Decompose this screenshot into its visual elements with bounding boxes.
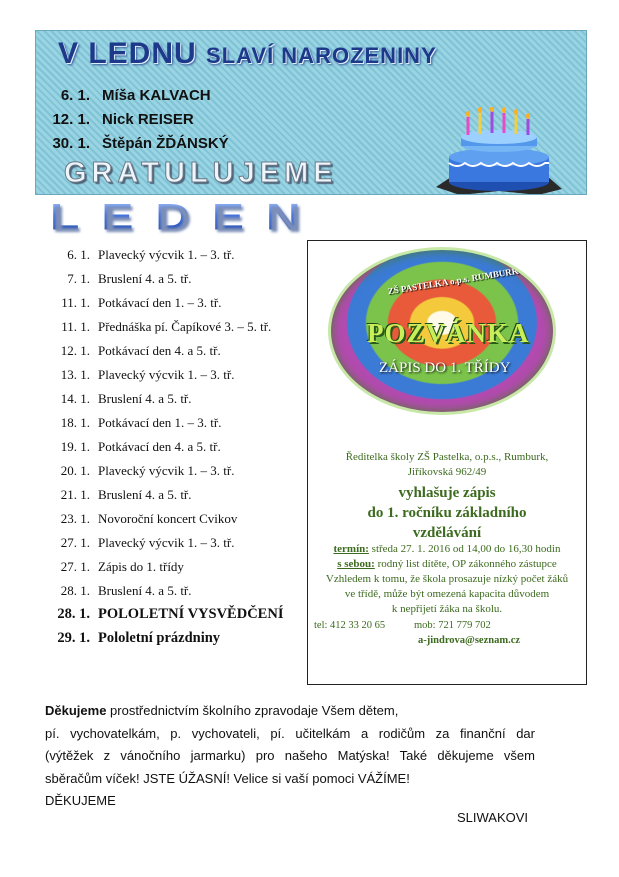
banner-title-part1: V LEDNU (58, 37, 197, 70)
invitation-pencils-image (328, 247, 556, 415)
event-date: 18. 1. (60, 415, 90, 430)
month-heading (50, 196, 323, 239)
thanks-line: sběračům víček! JSTE ÚŽASNÍ! Velice si vaší pomoci VÁŽÍME! (45, 770, 410, 786)
event-date: 29. 1. (57, 630, 90, 646)
invitation-tel: tel: 412 33 20 65 (314, 620, 386, 631)
event-date: 21. 1. (60, 487, 90, 502)
signature: SLIWAKOVI (457, 810, 529, 825)
event-date: 13. 1. (60, 367, 90, 382)
event-date: 20. 1. (60, 463, 90, 478)
birthday-cake-icon (434, 107, 564, 195)
event-name: Bruslení 4. a 5. tř. (98, 487, 192, 502)
invitation-email[interactable]: a-jindrova@seznam.cz (418, 635, 521, 646)
birthday-name: Míša KALVACH (102, 87, 211, 104)
event-date: 7. 1. (67, 271, 90, 286)
birthday-date: 30. 1. (52, 135, 90, 152)
month-heading-text: LEDEN (50, 196, 323, 239)
event-date: 12. 1. (60, 343, 90, 358)
term-label: termín: (333, 543, 369, 555)
invitation-note: k nepřijetí žáka na školu. (391, 603, 503, 615)
event-name: Potkávací den 4. a 5. tř. (98, 439, 221, 454)
thanks-line: pí. vychovatelkám, p. vychovateli, pí. učitelkám a rodičům za finanční dar (45, 725, 535, 741)
event-date: 27. 1. (60, 535, 90, 550)
birthday-row (46, 135, 229, 152)
event-name: Plavecký výcvik 1. – 3. tř. (98, 535, 235, 550)
event-date: 28. 1. (60, 583, 90, 598)
event-name: Přednáška pí. Čapíkové 3. – 5. tř. (98, 319, 272, 334)
invitation-line: Jiříkovská 962/49 (407, 466, 487, 478)
birthday-name: Nick REISER (102, 111, 194, 128)
thanks-line (45, 700, 535, 723)
school-arc-label: ZŠ PASTELKA o.p.s. RUMBURK (387, 265, 520, 297)
event-name: Plavecký výcvik 1. – 3. tř. (98, 247, 235, 262)
invitation-note: ve třídě, může být omezená kapacita důvodem (344, 588, 550, 600)
thanks-bold-word: Děkujeme (45, 703, 107, 718)
event-date: 11. 1. (61, 319, 90, 334)
invitation-title: POZVÁNKA (367, 318, 530, 348)
event-name: Bruslení 4. a 5. tř. (98, 391, 192, 406)
event-name: Plavecký výcvik 1. – 3. tř. (98, 463, 235, 478)
invitation-term (308, 543, 586, 555)
event-name: Potkávací den 4. a 5. tř. (98, 343, 221, 358)
banner-title-part2: SLAVÍ NAROZENINY (206, 43, 437, 68)
thanks-line: (výtěžek z vánočního jarmarku) pro našeho Matýska! Také děkujeme všem (45, 748, 535, 764)
event-name: Plavecký výcvik 1. – 3. tř. (98, 367, 235, 382)
birthday-date: 12. 1. (52, 111, 90, 128)
event-date: 27. 1. (60, 559, 90, 574)
event-date: 23. 1. (60, 511, 90, 526)
event-date: 28. 1. (57, 606, 90, 622)
thanks-line1-rest: prostřednictvím školního zpravodaje Všem dětem, (106, 703, 399, 718)
event-name: Pololetní prázdniny (98, 630, 221, 646)
banner-title (58, 37, 437, 71)
thanks-paragraph (45, 700, 535, 813)
event-name: Bruslení 4. a 5. tř. (98, 583, 192, 598)
invitation-subtitle: ZÁPIS DO 1. TŘÍDY (379, 360, 511, 376)
invitation-announce: vzdělávání (412, 525, 482, 541)
gratulujeme-heading: GRATULUJEME (64, 157, 338, 189)
invitation-announce: vyhlašuje zápis (398, 485, 496, 501)
invitation-mob: mob: 721 779 702 (414, 620, 491, 631)
event-name: Bruslení 4. a 5. tř. (98, 271, 192, 286)
birthday-banner (35, 30, 587, 195)
event-date: 6. 1. (67, 247, 90, 262)
bring-label: s sebou: (337, 558, 375, 570)
event-date: 19. 1. (60, 439, 90, 454)
birthday-name: Štěpán ŽĎÁNSKÝ (102, 135, 229, 152)
birthday-date: 6. 1. (60, 87, 90, 104)
bring-value: rodný list dítěte, OP zákonného zástupce (377, 558, 557, 570)
thanks-line: DĚKUJEME (45, 793, 116, 809)
event-date: 11. 1. (61, 295, 90, 310)
invitation-note: Vzhledem k tomu, že škola prosazuje nízký počet žáků (325, 573, 569, 585)
invitation-line: Ředitelka školy ZŠ Pastelka, o.p.s., Rumburk, (345, 451, 549, 463)
invitation-announce: do 1. ročníku základního (367, 505, 527, 521)
birthday-row (46, 87, 211, 104)
birthday-row (46, 111, 194, 128)
invitation-bring (308, 558, 586, 570)
event-name: Novoroční koncert Cvikov (98, 511, 238, 526)
event-name: Potkávací den 1. – 3. tř. (98, 415, 222, 430)
event-name: POLOLETNÍ VYSVĚDČENÍ (98, 606, 284, 622)
event-date: 14. 1. (60, 391, 90, 406)
event-name: Potkávací den 1. – 3. tř. (98, 295, 222, 310)
event-name: Zápis do 1. třídy (98, 559, 184, 574)
enrollment-invitation (307, 240, 587, 685)
term-value: středa 27. 1. 2016 od 14,00 do 16,30 hodin (371, 543, 561, 555)
